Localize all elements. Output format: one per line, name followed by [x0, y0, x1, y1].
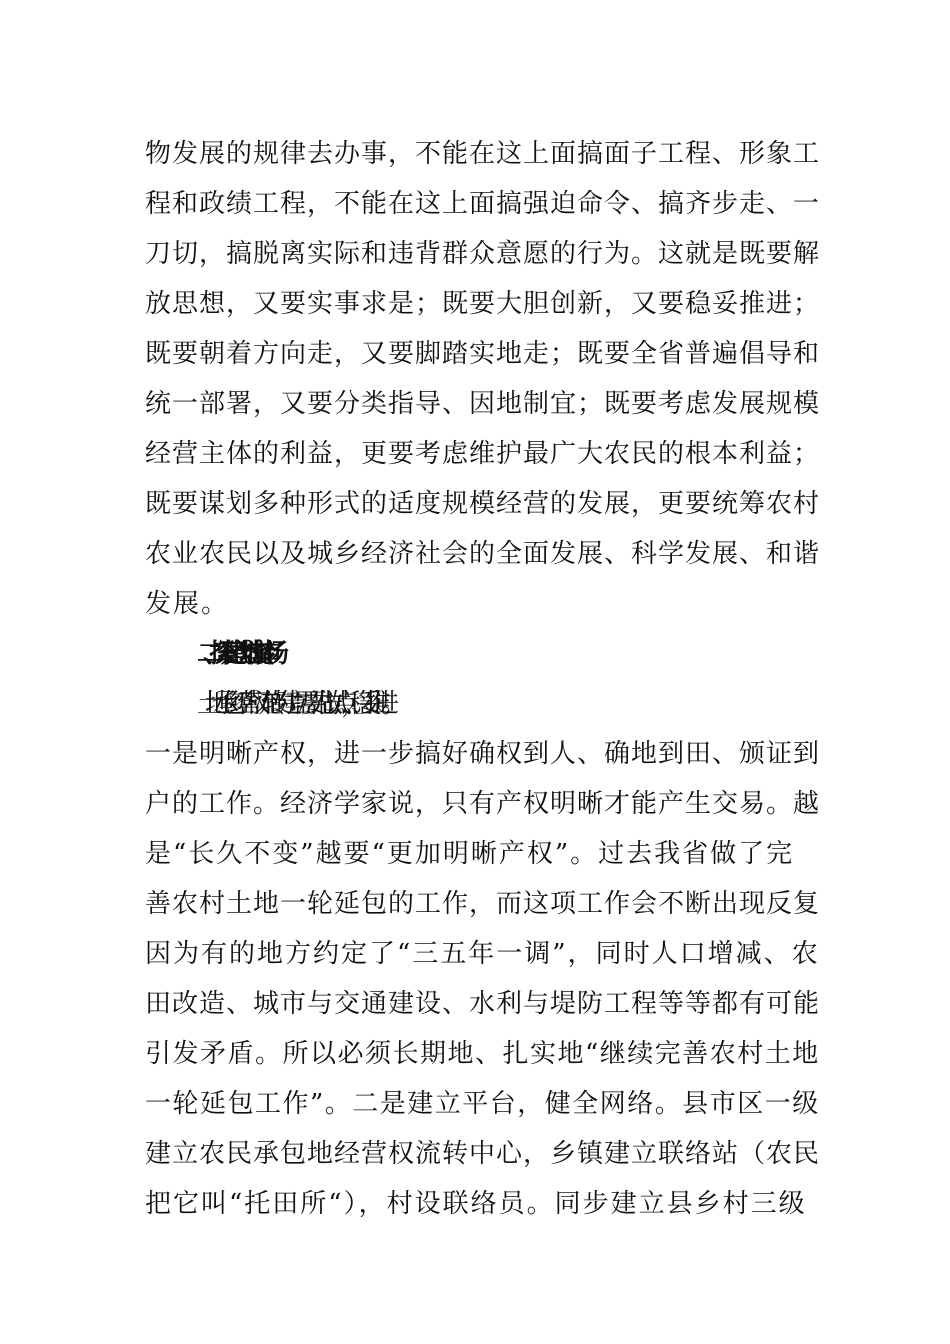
paragraph-line: 刀切，搞脱离实际和违背群众意愿的行为。这就是既要解 [145, 239, 821, 269]
paragraph-line: 因为有的地方约定了“三五年一调”，同时人口增减、农 [145, 939, 820, 969]
paragraph-line: 程和政绩工程，不能在这上面搞强迫命令、搞齐步走、一 [145, 189, 821, 219]
paragraph-line: 统一部署，又要分类指导、因地制宜；既要考虑发展规模 [145, 389, 821, 419]
paragraph-line: 田改造、城市与交通建设、水利与堤防工程等等都有可能 [145, 989, 821, 1019]
paragraph-line: 一轮延包工作”。二是建立平台，健全网络。县市区一级 [145, 1089, 820, 1119]
paragraph-line: 一是明晰产权，进一步搞好确权到人、确地到田、颁证到 [145, 739, 821, 769]
paragraph-line: 善农村土地一轮延包的工作，而这项工作会不断出现反复 [145, 889, 821, 919]
paragraph-line: 户的工作。经济学家说，只有产权明晰才能产生交易。越 [145, 789, 821, 819]
paragraph-line: 经营主体的利益，更要考虑维护最广大农民的根本利益； [145, 439, 821, 469]
paragraph-line: 土地承包经营权流转的建立需要先做试点，稳妥推进。 [197, 689, 390, 719]
paragraph-line: 放思想，又要实事求是；既要大胆创新，又要稳妥推进； [145, 289, 821, 319]
paragraph-line: 是“长久不变”越要“更加明晰产权”。过去我省做了完 [145, 839, 795, 869]
paragraph-line: 引发矛盾。所以必须长期地、扎实地“继续完善农村土地 [145, 1039, 820, 1069]
paragraph-line: 把它叫“托田所“），村设联络员。同步建立县乡村三级 [145, 1189, 807, 1219]
paragraph-line: 既要朝着方向走，又要脚踏实地走；既要全省普遍倡导和 [145, 339, 821, 369]
paragraph-line: 农业农民以及城乡经济社会的全面发展、科学发展、和谐 [145, 539, 821, 569]
paragraph-line: 建立农民承包地经营权流转中心，乡镇建立联络站（农民 [145, 1139, 821, 1169]
section-heading: 二、探索建立土地流转市场 [197, 639, 270, 669]
paragraph-line: 既要谋划多种形式的适度规模经营的发展，更要统筹农村 [145, 489, 821, 519]
paragraph-line: 发展。 [145, 589, 230, 619]
paragraph-line: 物发展的规律去办事，不能在这上面搞面子工程、形象工 [145, 139, 821, 169]
